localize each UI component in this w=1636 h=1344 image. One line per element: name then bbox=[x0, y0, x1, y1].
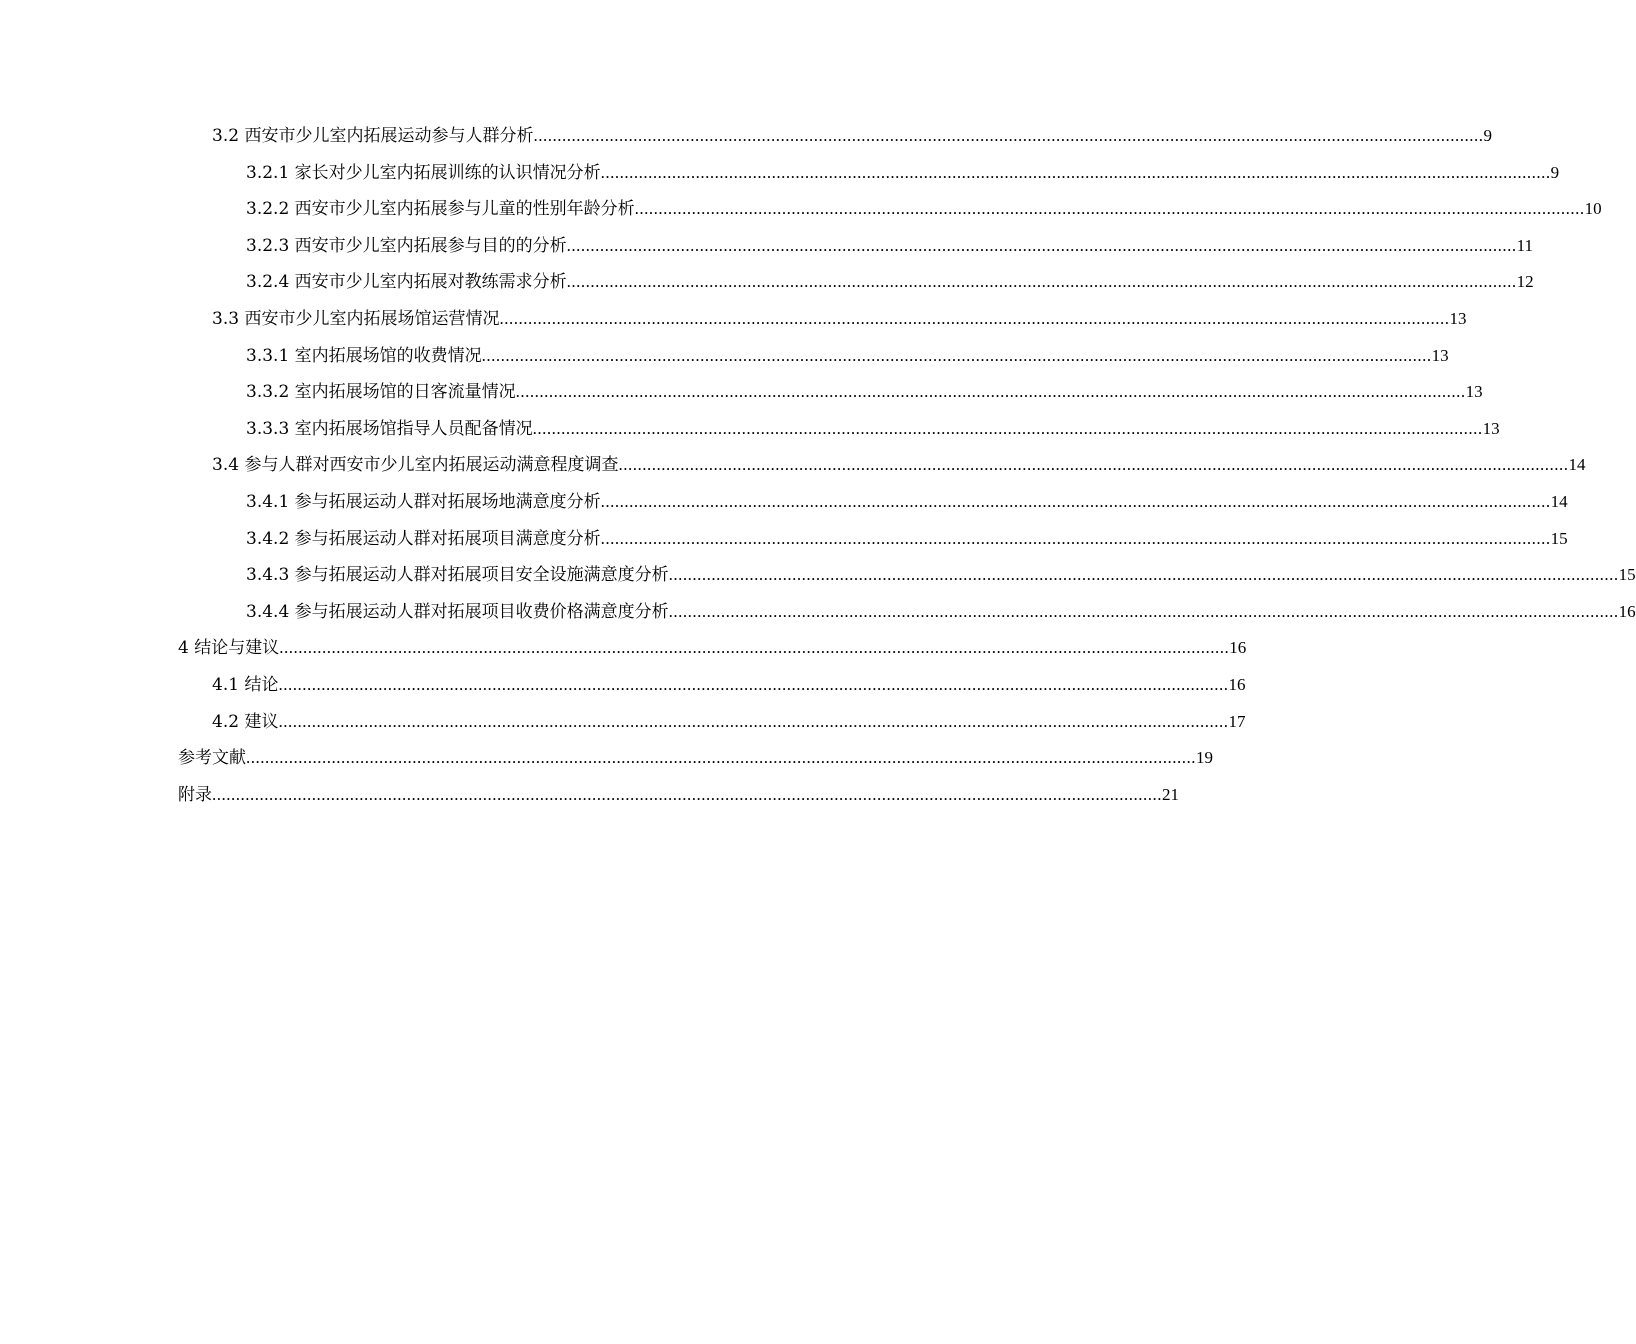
toc-entry-title: 3.2.3 西安市少儿室内拓展参与目的的分析 bbox=[246, 235, 567, 256]
toc-entry-page: 10 bbox=[1584, 199, 1602, 219]
toc-entry-title: 3.4.1 参与拓展运动人群对拓展场地满意度分析 bbox=[246, 491, 601, 512]
toc-dot-leader: ........................................................................................................................................................................................................ bbox=[279, 638, 1230, 658]
toc-entry-page: 13 bbox=[1482, 418, 1500, 438]
toc-dot-leader: ........................................................................................................................................................................................................ bbox=[481, 345, 1432, 365]
toc-entry-page: 16 bbox=[1228, 674, 1246, 694]
toc-entry[interactable] bbox=[0, 264, 1534, 301]
toc-entry-page: 13 bbox=[1431, 345, 1449, 365]
toc-entry[interactable] bbox=[0, 411, 1500, 448]
toc-dot-leader: ........................................................................................................................................................................................................ bbox=[600, 162, 1551, 182]
toc-entry[interactable] bbox=[0, 301, 1467, 338]
toc-dot-leader: ........................................................................................................................................................................................................ bbox=[499, 308, 1450, 328]
toc-entry[interactable] bbox=[0, 777, 1179, 814]
toc-entry-title: 3.2 西安市少儿室内拓展运动参与人群分析 bbox=[212, 126, 534, 146]
toc-entry[interactable] bbox=[0, 704, 1246, 741]
toc-dot-leader: ........................................................................................................................................................................................................ bbox=[515, 382, 1466, 402]
toc-entry-page: 15 bbox=[1550, 528, 1568, 548]
toc-entry-page: 17 bbox=[1228, 711, 1246, 731]
toc-entry-title: 3.4.3 参与拓展运动人群对拓展项目安全设施满意度分析 bbox=[246, 565, 669, 586]
toc-entry-page: 9 bbox=[1483, 126, 1492, 145]
toc-entry[interactable] bbox=[0, 338, 1449, 375]
toc-entry-page: 13 bbox=[1449, 308, 1467, 328]
toc-entry-title: 3.3 西安市少儿室内拓展场馆运营情况 bbox=[212, 308, 500, 329]
toc-dot-leader: ........................................................................................................................................................................................................ bbox=[668, 565, 1619, 585]
toc-entry[interactable] bbox=[0, 191, 1602, 228]
toc-entry[interactable] bbox=[0, 484, 1568, 521]
toc-dot-leader: ........................................................................................................................................................................................................ bbox=[278, 711, 1229, 731]
toc-dot-leader: ........................................................................................................................................................................................................ bbox=[278, 674, 1229, 694]
toc-dot-leader: ........................................................................................................................................................................................................ bbox=[566, 272, 1517, 292]
toc-entry-title: 3.3.2 室内拓展场馆的日客流量情况 bbox=[246, 382, 516, 403]
toc-entry-title: 附录 bbox=[178, 784, 212, 805]
toc-dot-leader: ........................................................................................................................................................................................................ bbox=[668, 601, 1619, 621]
toc-dot-leader: ........................................................................................................................................................................................................ bbox=[618, 455, 1569, 475]
toc-entry-page: 11 bbox=[1516, 235, 1534, 255]
toc-entry-title: 4 结论与建议 bbox=[178, 638, 280, 659]
toc-entry-page: 21 bbox=[1162, 784, 1179, 804]
toc-dot-leader: ........................................................................................................................................................................................................ bbox=[634, 199, 1585, 219]
toc-entry-page: 12 bbox=[1516, 272, 1534, 292]
toc-entry-page: 16 bbox=[1618, 601, 1636, 621]
toc-entry[interactable] bbox=[0, 557, 1636, 594]
toc-entry-title: 3.4 参与人群对西安市少儿室内拓展运动满意程度调查 bbox=[212, 455, 619, 476]
toc-entry-title: 3.2.4 西安市少儿室内拓展对教练需求分析 bbox=[246, 272, 567, 293]
toc-entry[interactable] bbox=[0, 155, 1560, 192]
toc-dot-leader: ........................................................................................................................................................................................................ bbox=[533, 126, 1484, 145]
toc-entry-page: 9 bbox=[1550, 162, 1560, 182]
toc-entry-page: 14 bbox=[1550, 491, 1568, 511]
toc-entry-title: 3.2.2 西安市少儿室内拓展参与儿童的性别年龄分析 bbox=[246, 199, 635, 220]
toc-entry-title: 4.1 结论 bbox=[212, 674, 279, 695]
toc-entry-title: 3.2.1 家长对少儿室内拓展训练的认识情况分析 bbox=[246, 162, 601, 183]
toc-entry-title: 参考文献 bbox=[178, 748, 246, 769]
toc-entry[interactable] bbox=[0, 521, 1568, 558]
toc-entry[interactable] bbox=[0, 667, 1246, 704]
toc-dot-leader: ........................................................................................................................................................................................................ bbox=[566, 235, 1517, 255]
toc-entry-page: 14 bbox=[1568, 455, 1586, 475]
toc-entry[interactable] bbox=[0, 118, 1492, 155]
toc-entry-title: 3.4.2 参与拓展运动人群对拓展项目满意度分析 bbox=[246, 528, 601, 549]
toc-entry[interactable] bbox=[0, 740, 1213, 777]
table-of-contents bbox=[0, 118, 1636, 813]
toc-entry[interactable] bbox=[0, 374, 1483, 411]
toc-entry-title: 4.2 建议 bbox=[212, 711, 279, 732]
toc-entry-title: 3.4.4 参与拓展运动人群对拓展项目收费价格满意度分析 bbox=[246, 601, 669, 622]
toc-entry[interactable] bbox=[0, 630, 1247, 667]
toc-entry-page: 13 bbox=[1465, 382, 1483, 402]
toc-entry-page: 15 bbox=[1618, 565, 1636, 585]
toc-entry[interactable] bbox=[0, 228, 1534, 265]
toc-entry-page: 16 bbox=[1229, 638, 1247, 658]
toc-dot-leader: ........................................................................................................................................................................................................ bbox=[600, 491, 1551, 511]
toc-dot-leader: ........................................................................................................................................................................................................ bbox=[532, 418, 1483, 438]
toc-entry[interactable] bbox=[0, 447, 1586, 484]
toc-dot-leader: ........................................................................................................................................................................................................ bbox=[600, 528, 1551, 548]
toc-entry-title: 3.3.1 室内拓展场馆的收费情况 bbox=[246, 345, 482, 366]
toc-entry-title: 3.3.3 室内拓展场馆指导人员配备情况 bbox=[246, 418, 533, 439]
toc-entry-page: 19 bbox=[1196, 748, 1213, 768]
toc-dot-leader: ........................................................................................................................................................................................................ bbox=[212, 784, 1162, 804]
toc-dot-leader: ........................................................................................................................................................................................................ bbox=[246, 748, 1196, 768]
toc-entry[interactable] bbox=[0, 594, 1636, 631]
